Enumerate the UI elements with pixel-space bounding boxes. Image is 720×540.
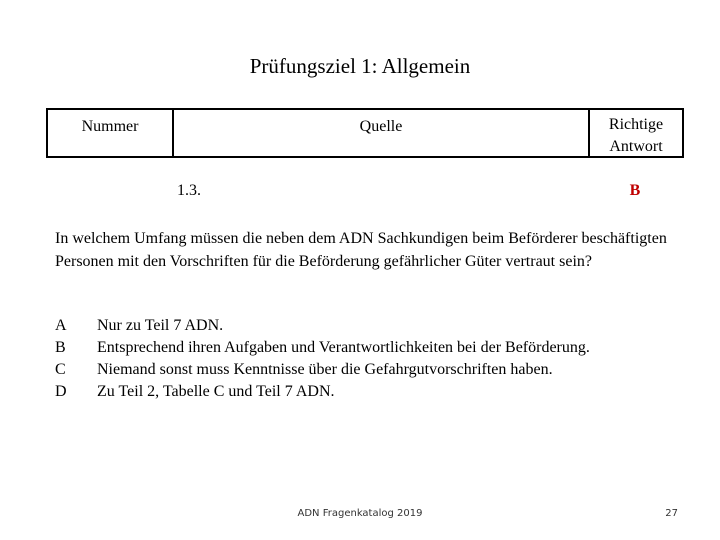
option-letter: B — [55, 339, 66, 356]
option-text: Nur zu Teil 7 ADN. — [97, 317, 224, 334]
question-text: In welchem Umfang müssen die neben dem ADN Sachkundigen beim Beförderer beschäftigten Personen mit den Vorschriften für die Beförderung gefährlicher Güter vertraut sein? — [55, 230, 667, 270]
header-antwort-line2: Antwort — [609, 138, 663, 155]
header-nummer: Nummer — [81, 118, 139, 135]
option-letter: C — [55, 361, 66, 378]
option-letter: A — [55, 317, 67, 334]
option-d — [55, 381, 675, 403]
option-text: Niemand sonst muss Kenntnisse über die Gefahrgutvorschriften haben. — [97, 361, 553, 378]
footer-text: ADN Fragenkatalog 2019 — [297, 508, 423, 519]
page-title: Prüfungsziel 1: Allgemein — [249, 54, 471, 78]
option-b — [55, 337, 675, 359]
header-richtige-antwort — [590, 114, 682, 158]
page-number: 27 — [665, 508, 678, 519]
header-quelle: Quelle — [359, 118, 403, 135]
option-c — [55, 359, 675, 381]
option-text: Entsprechend ihren Aufgaben und Verantwortlichkeiten bei der Beförderung. — [97, 339, 590, 356]
source-value: 1.3. — [177, 182, 201, 199]
answer-options — [55, 315, 675, 403]
option-text: Zu Teil 2, Tabelle C und Teil 7 ADN. — [97, 383, 335, 400]
option-letter: D — [55, 383, 67, 400]
correct-answer: B — [629, 182, 641, 199]
header-table — [46, 108, 684, 158]
header-antwort-line1: Richtige — [608, 116, 664, 133]
option-a — [55, 315, 675, 337]
